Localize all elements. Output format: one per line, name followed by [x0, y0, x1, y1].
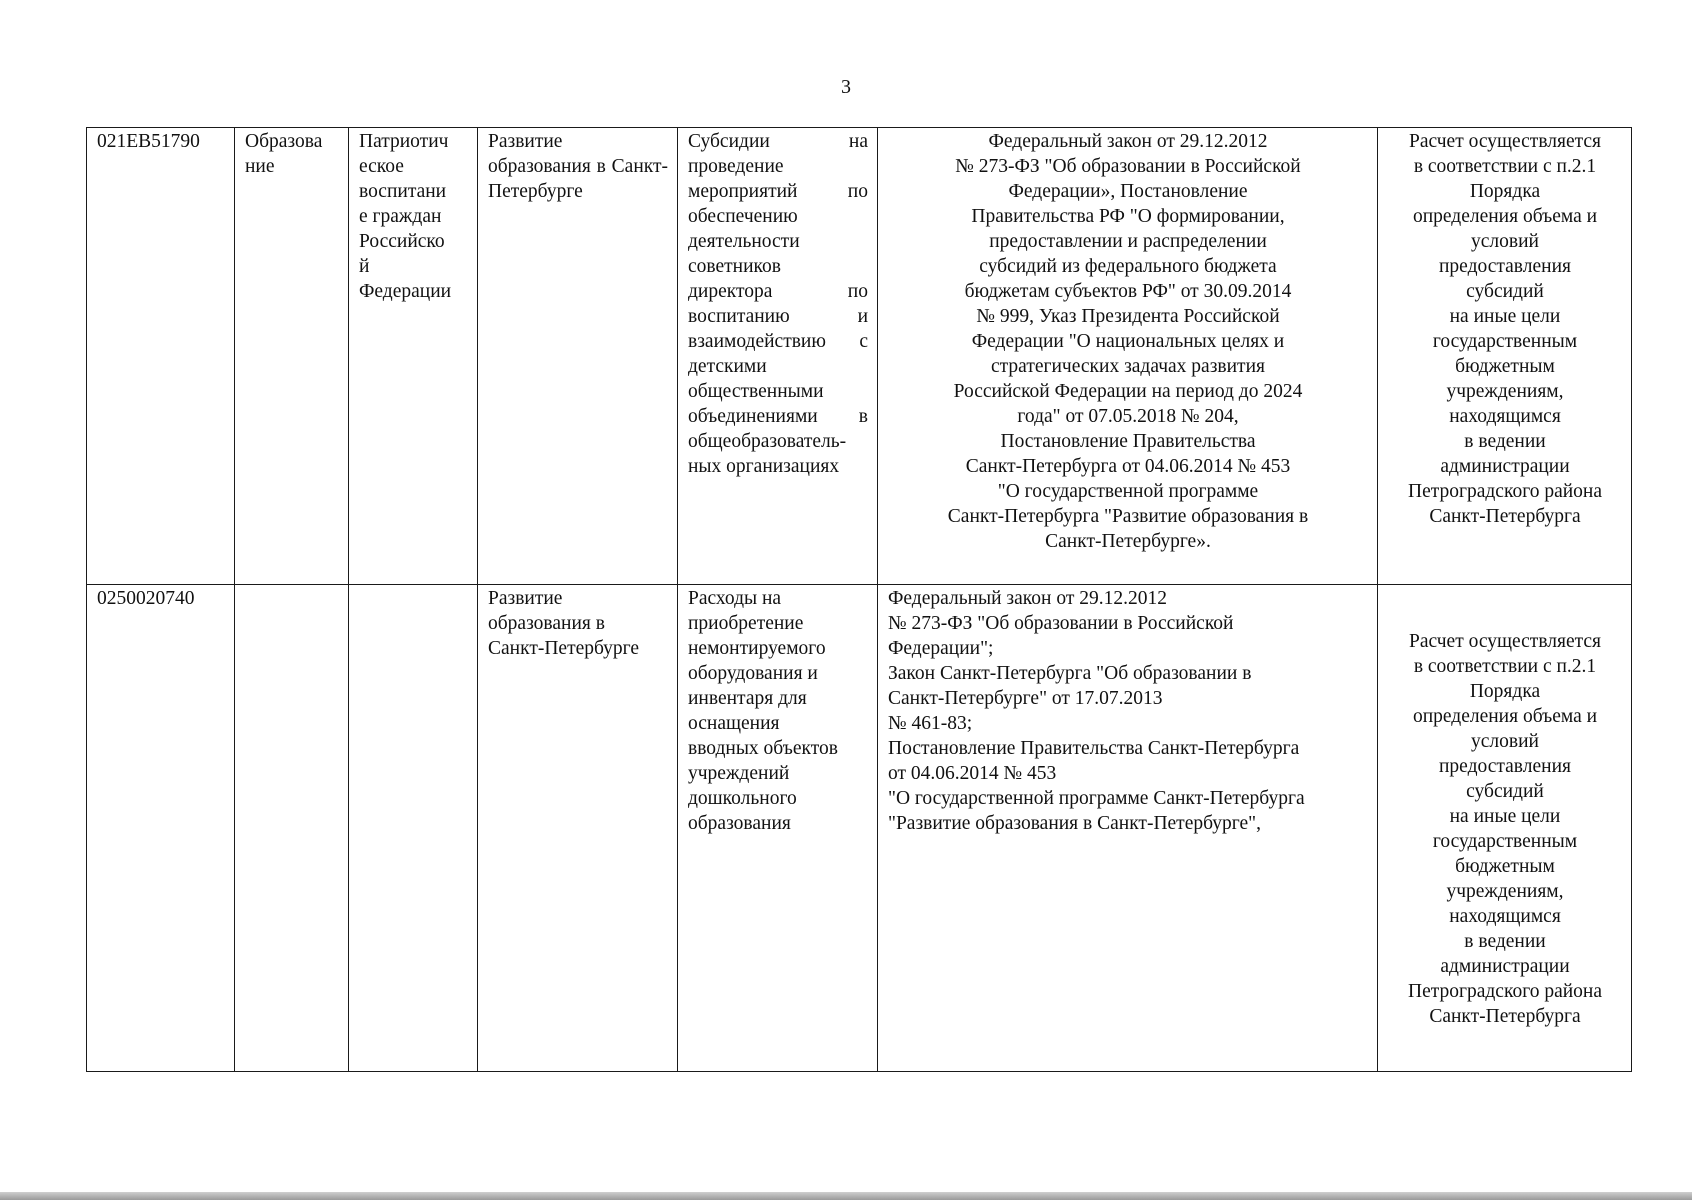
program-cell [478, 128, 678, 585]
calculation-method: Расчет осуществляется в соответствии с п.2.1 Порядка определения объема и условий предоставления субсидий на иные цели государственным бюджетным учреждениям, находящимся в ведении администрации Петроградского района Санкт-Петербурга [1407, 631, 1603, 1027]
subsection-name: Патриотич еское воспитани е граждан Российско й Федерации [359, 131, 452, 302]
calculation-cell [1378, 585, 1632, 1072]
target-article-code-cell [87, 128, 235, 585]
expense-description: Расходы на приобретение немонтируемого оборудования и инвентаря для оснащения вводных объектов учреждений дошкольного образования [688, 588, 838, 834]
section-name: Образова ние [245, 131, 323, 177]
table-row [87, 128, 1632, 585]
section-cell [235, 585, 349, 1072]
target-article-code-cell [87, 585, 235, 1072]
target-article-code: 0250020740 [97, 588, 195, 609]
scan-bottom-edge [0, 1192, 1692, 1200]
legal-basis: Федеральный закон от 29.12.2012 № 273-ФЗ "Об образовании в Российской Федерации», Постановление Правительства РФ "О формировании, предоставлении и распределении субсидий из федерального бюджета бюджетам субъектов РФ" от 30.09.2014 № 999, Указ Президента Российской Федерации "О национальных целях и стратегических задачах развития Российской Федерации на период до 2024 года" от 07.05.2018 № 204, Постановление Правительства Санкт-Петербурга от 04.06.2014 № 453 "О государственной программе Санкт-Петербурга "Развитие образования в Санкт-Петербурге». [947, 131, 1309, 552]
program-name: Развитие образования в Санкт-Петербурге [488, 131, 668, 202]
legal-basis-cell [878, 128, 1378, 585]
subsidy-table [86, 127, 1632, 1072]
subsection-cell [349, 128, 478, 585]
expense-description: Субсидии на проведение мероприятий по обеспечению деятельности советников директора по воспитанию и взаимодействию с детскими общественными объединениями в общеобразовательных организациях [688, 131, 868, 477]
description-cell [678, 128, 878, 585]
subsection-cell [349, 585, 478, 1072]
page-number: 3 [841, 76, 851, 98]
legal-basis-cell [878, 585, 1378, 1072]
legal-basis: Федеральный закон от 29.12.2012 № 273-ФЗ "Об образовании в Российской Федерации"; Закон Санкт-Петербурга "Об образовании в Санкт-Петербурге" от 17.07.2013 № 461-83; Постановление Правительства Санкт-Петербурга от 04.06.2014 № 453 "О государственной программе Санкт-Петербурга "Развитие образования в Санкт-Петербурге", [888, 588, 1305, 834]
section-cell [235, 128, 349, 585]
program-cell [478, 585, 678, 1072]
table-row [87, 585, 1632, 1072]
description-cell [678, 585, 878, 1072]
calculation-method: Расчет осуществляется в соответствии с п.2.1 Порядка определения объема и условий предоставления субсидий на иные цели государственным бюджетным учреждениям, находящимся в ведении администрации Петроградского района Санкт-Петербурга [1407, 131, 1603, 527]
target-article-code: 021EB51790 [97, 131, 200, 152]
calculation-cell [1378, 128, 1632, 585]
program-name: Развитие образования в Санкт-Петербурге [488, 588, 640, 659]
